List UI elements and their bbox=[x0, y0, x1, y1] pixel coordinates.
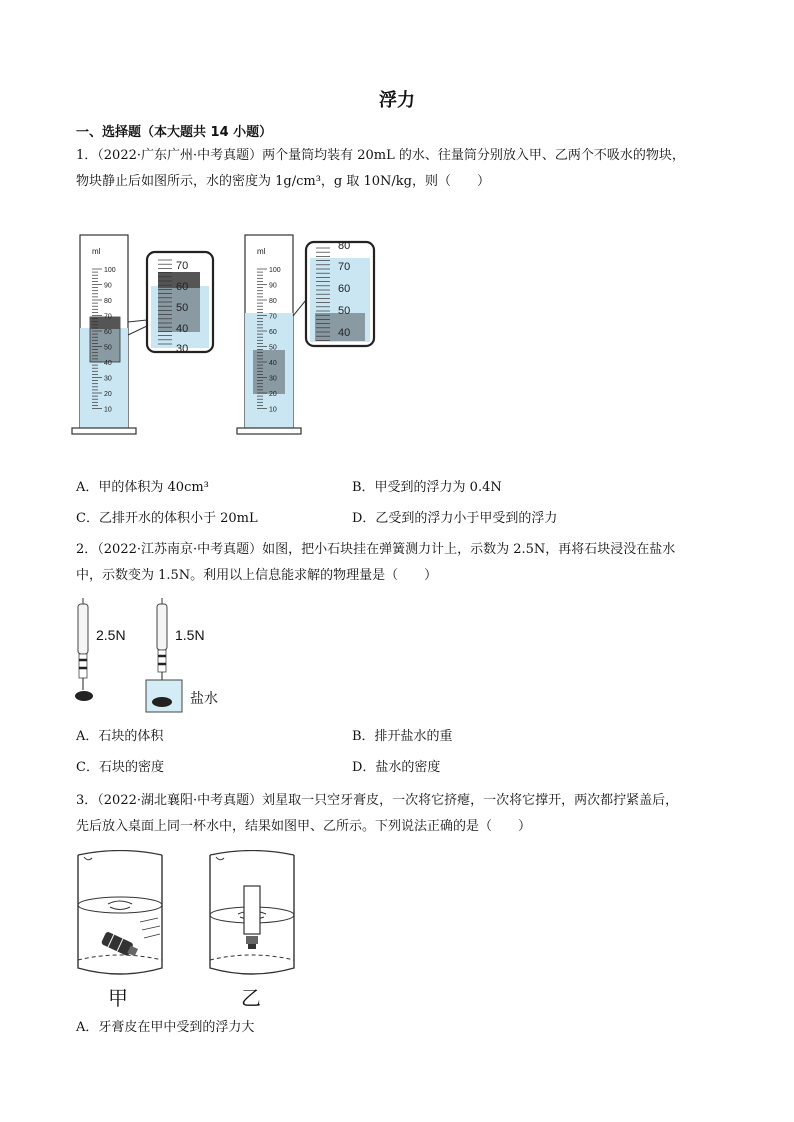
beaker-salt-water bbox=[146, 680, 182, 712]
scale-yi-label: 100 bbox=[269, 267, 281, 274]
figure-graduated-cylinders bbox=[70, 230, 390, 440]
question-2-text bbox=[76, 537, 726, 589]
spring-scale-1 bbox=[75, 598, 93, 701]
spring-scale-2 bbox=[157, 598, 167, 690]
scale-jia-label: 70 bbox=[104, 313, 112, 321]
stone bbox=[75, 691, 93, 701]
question-1-line1: 1．（2022·广东广州·中考真题）两个量筒均装有 20mL 的水、往量筒分别放入甲、乙两个不吸水的物块， bbox=[76, 148, 685, 163]
page-title: 浮力 bbox=[379, 90, 415, 111]
scale-yi-label: 10 bbox=[269, 406, 277, 414]
scale-jia-label: 90 bbox=[104, 282, 112, 290]
question-3-line2: 先后放入桌面上同一杯水中，结果如图甲、乙所示。下列说法正确的是（ ） bbox=[76, 819, 532, 834]
scale-jia-label: 100 bbox=[104, 267, 116, 274]
stone bbox=[152, 697, 172, 707]
label-jia: 甲 bbox=[108, 988, 128, 1010]
scale-yi-label: 40 bbox=[269, 360, 277, 367]
question-2-line2: 中，示数变为 1.5N。利用以上信息能求解的物理量是（ ） bbox=[76, 568, 438, 583]
unit-label: ml bbox=[92, 247, 101, 256]
zoom-a-label: 60 bbox=[176, 281, 189, 293]
q1-option-a[interactable]: A．甲的体积为 40cm³ bbox=[76, 480, 209, 495]
zoom-a-label: 40 bbox=[176, 323, 189, 335]
zoom-pointer-a-top bbox=[128, 320, 147, 322]
question-1-line2: 物块静止后如图所示，水的密度为 1g/cm³，g 取 10N/kg，则（ ） bbox=[76, 174, 491, 189]
label-yi: 乙 bbox=[241, 988, 261, 1010]
scale-jia-label: 60 bbox=[104, 329, 112, 336]
scale-yi-label: 20 bbox=[269, 391, 277, 398]
liquid-label: 盐水 bbox=[190, 690, 218, 706]
zoom-b-label: 50 bbox=[338, 305, 351, 317]
q2-option-a[interactable]: A．石块的体积 bbox=[76, 729, 164, 744]
question-1-text bbox=[76, 143, 726, 195]
scale-jia-label: 10 bbox=[104, 406, 112, 414]
zoom-a-label: 50 bbox=[176, 302, 189, 314]
zoom-a-label: 30 bbox=[176, 343, 189, 355]
scale-jia-label: 40 bbox=[104, 360, 112, 367]
beaker-jia bbox=[78, 851, 162, 975]
unit-label: ml bbox=[257, 247, 266, 256]
question-2-line1: 2．（2022·江苏南京·中考真题）如图，把小石块挂在弹簧测力计上，示数为 2.5N，再将石块浸没在盐水 bbox=[76, 542, 676, 557]
zoom-b-label: 80 bbox=[338, 240, 351, 252]
beaker-yi bbox=[210, 851, 294, 975]
q3-option-a[interactable]: A．牙膏皮在甲中受到的浮力大 bbox=[76, 1020, 255, 1035]
figure-spring-scale bbox=[70, 598, 240, 718]
reading-1: 2.5N bbox=[96, 627, 126, 643]
scale-yi-label: 90 bbox=[269, 282, 277, 290]
scale-yi-label: 70 bbox=[269, 313, 277, 321]
scale-jia-label: 20 bbox=[104, 391, 112, 398]
figure-toothpaste-beakers bbox=[70, 850, 320, 1010]
toothpaste-tube-expanded bbox=[244, 886, 260, 949]
block-yi bbox=[253, 350, 285, 394]
scale-jia-label: 30 bbox=[104, 375, 112, 383]
scale-yi-label: 60 bbox=[269, 329, 277, 336]
zoom-pointer-a-bottom bbox=[128, 326, 147, 335]
scale-yi-label: 80 bbox=[269, 298, 277, 305]
q2-option-b[interactable]: B．排开盐水的重 bbox=[352, 729, 453, 744]
q1-option-d[interactable]: D．乙受到的浮力小于甲受到的浮力 bbox=[352, 511, 558, 526]
reading-2: 1.5N bbox=[175, 627, 205, 643]
scale-jia-label: 80 bbox=[104, 298, 112, 305]
zoom-b-label: 40 bbox=[338, 327, 351, 339]
section-heading: 一、选择题（本大题共 14 小题） bbox=[76, 125, 273, 140]
scale-yi-label: 50 bbox=[269, 344, 277, 352]
question-3-line1: 3．（2022·湖北襄阳·中考真题）刘星取一只空牙膏皮，一次将它挤瘪，一次将它撑开，两次都拧紧盖后， bbox=[76, 793, 679, 808]
scale-yi-label: 30 bbox=[269, 375, 277, 383]
q1-option-b[interactable]: B．甲受到的浮力为 0.4N bbox=[352, 480, 502, 495]
scale-jia-label: 50 bbox=[104, 344, 112, 352]
question-3-text bbox=[76, 788, 726, 840]
zoom-pointer-b bbox=[293, 300, 306, 316]
q2-option-c[interactable]: C．石块的密度 bbox=[76, 760, 164, 775]
zoom-b-label: 60 bbox=[338, 283, 351, 295]
zoom-b-label: 70 bbox=[338, 261, 351, 273]
zoom-a-label: 70 bbox=[176, 260, 189, 272]
q2-option-d[interactable]: D．盐水的密度 bbox=[352, 760, 441, 775]
q1-option-c[interactable]: C．乙排开水的体积小于 20mL bbox=[76, 511, 258, 526]
